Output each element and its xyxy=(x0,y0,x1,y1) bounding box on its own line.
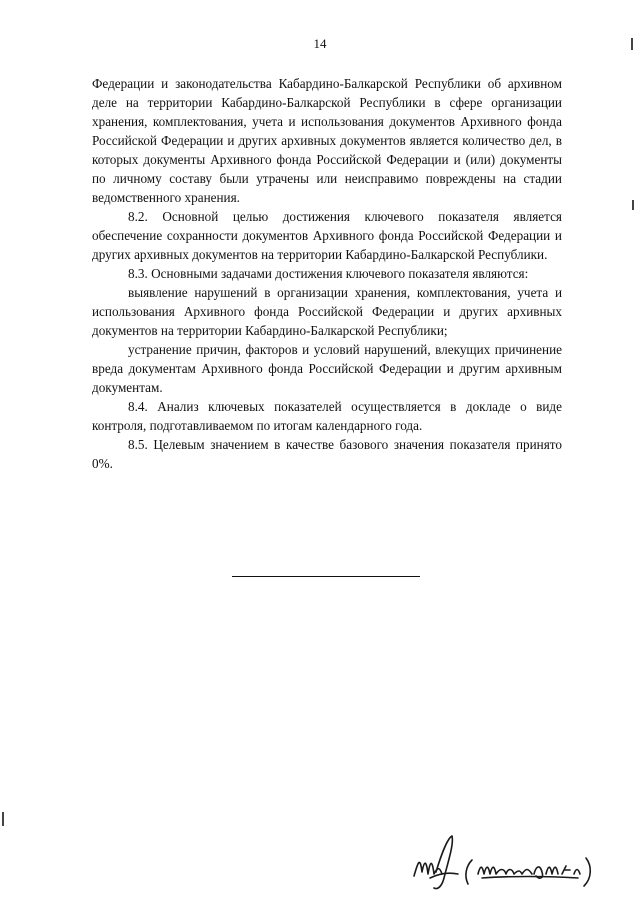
task-item-1: выявление нарушений в организации хранения, комплектования, учета и использования Архивного фонда Российской Федерации и других архивных документов на территории Кабардино-Балкарской Республики; xyxy=(92,285,562,338)
paragraph-8-3: 8.3. Основными задачами достижения ключевого показателя являются: xyxy=(128,266,529,281)
scan-edge-mark-right-2 xyxy=(632,200,634,210)
document-body xyxy=(92,74,562,473)
paragraph-8-2: 8.2. Основной целью достижения ключевого показателя является обеспечение сохранности документов Архивного фонда Российской Федерации и других архивных документов на территории Кабардино-Балкарской Республики. xyxy=(92,209,562,262)
scan-edge-mark-left xyxy=(2,812,4,826)
page-number: 14 xyxy=(313,36,327,51)
end-divider-line xyxy=(232,576,420,577)
paragraph-continuation: Федерации и законодательства Кабардино-Балкарской Республики об архивном деле на территории Кабардино-Балкарской Республики в сфере организации хранения, комплектования, учета и использования документов Архивного фонда Российской Федерации и других архивных документов является количество дел, в которых документы Архивного фонда Российской Федерации и (или) документы по личному составу были утрачены или неисправимо повреждены на стадии ведомственного хранения. xyxy=(92,76,562,205)
paragraph-8-5: 8.5. Целевым значением в качестве базового значения показателя принято 0%. xyxy=(92,437,562,471)
handwritten-signature xyxy=(408,832,598,894)
task-item-2: устранение причин, факторов и условий нарушений, влекущих причинение вреда документам Архивного фонда Российской Федерации и другим архивным документам. xyxy=(92,342,562,395)
paragraph-8-4: 8.4. Анализ ключевых показателей осуществляется в докладе о виде контроля, подготавливаемом по итогам календарного года. xyxy=(92,399,562,433)
scan-edge-mark-right xyxy=(631,38,633,50)
